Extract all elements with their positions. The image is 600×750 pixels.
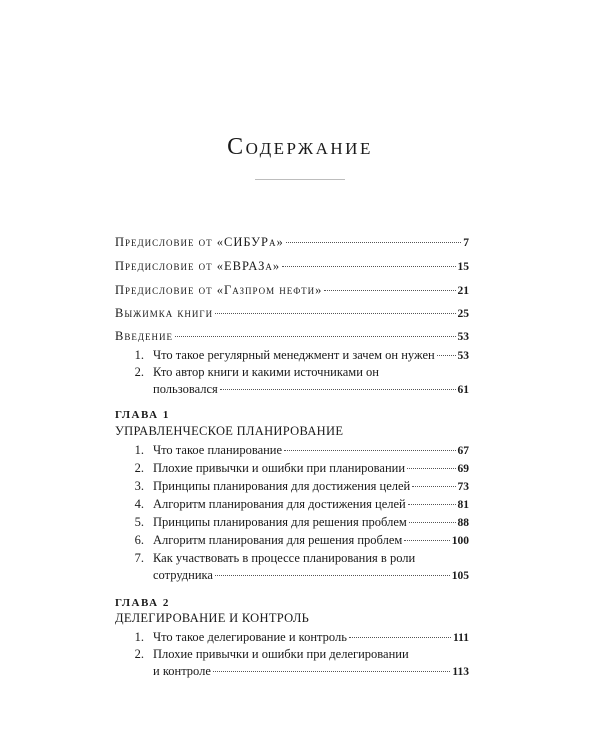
toc-entry-page: 7 xyxy=(463,237,469,249)
toc-entry-label: Предисловие от «ЕВРАЗа» xyxy=(115,259,281,273)
page-title: Содержание xyxy=(227,134,373,160)
toc-entry-label: Предисловие от «СИБУРа» xyxy=(115,235,284,249)
toc-subentry-label: Что такое регулярный менеджмент и зачем он нужен xyxy=(153,348,435,362)
chapter-heading: ГЛАВА 1 xyxy=(115,409,170,421)
toc-entry-label: Предисловие от «Газпром нефти» xyxy=(115,283,323,297)
leader-dots xyxy=(175,336,456,337)
toc-entry-page: 53 xyxy=(457,331,469,343)
toc-subentry-page: 81 xyxy=(457,499,469,511)
toc-subentry-label: Принципы планирования для решения проблем xyxy=(153,515,407,529)
leader-dots xyxy=(286,242,462,243)
toc-subentry-number: 2. xyxy=(134,461,144,475)
leader-dots xyxy=(220,389,456,390)
toc-subentry-number: 6. xyxy=(134,533,144,547)
toc-subentry-line: Плохие привычки и ошибки при делегировании xyxy=(153,647,409,661)
toc-subentry-label: Принципы планирования для достижения целей xyxy=(153,479,411,493)
toc-subentry-number: 2. xyxy=(134,365,144,379)
toc-entry-page: 15 xyxy=(457,261,469,273)
toc-entry-label: Выжимка книги xyxy=(115,306,214,320)
toc-entry[interactable] xyxy=(115,282,469,300)
toc-subentry[interactable] xyxy=(130,364,469,398)
toc-entry[interactable] xyxy=(115,305,469,323)
toc-entry-page: 25 xyxy=(457,308,469,320)
toc-subentry-number: 7. xyxy=(134,551,144,565)
toc-subentry-page: 61 xyxy=(457,384,469,396)
toc-entry[interactable] xyxy=(115,328,469,346)
toc-subentry-page: 113 xyxy=(452,666,469,678)
toc-subentry-page: 73 xyxy=(457,481,469,493)
toc-subentry-label: пользовался xyxy=(153,382,218,396)
toc-subentry-number: 3. xyxy=(134,479,144,493)
toc-subentry-page: 100 xyxy=(451,535,469,547)
toc-subentry-page: 88 xyxy=(457,517,469,529)
toc-subentry[interactable] xyxy=(130,550,469,584)
toc-subentry-label: и контроле xyxy=(153,664,211,678)
toc-subentry-number: 1. xyxy=(134,348,144,362)
toc-subentry-page: 67 xyxy=(457,445,469,457)
toc-subentry-page: 69 xyxy=(457,463,469,475)
toc-subentry-page: 105 xyxy=(451,570,469,582)
toc-subentry-label: Что такое делегирование и контроль xyxy=(153,630,347,644)
leader-dots xyxy=(282,266,455,267)
leader-dots xyxy=(407,468,455,469)
leader-dots xyxy=(215,575,450,576)
chapter-heading: ГЛАВА 2 xyxy=(115,597,170,609)
toc-subentry-label: Что такое планирование xyxy=(153,443,283,457)
leader-dots xyxy=(437,355,456,356)
toc-subentry-label: Алгоритм планирования для достижения целей xyxy=(153,497,406,511)
leader-dots xyxy=(213,671,450,672)
toc-subentry-label: Плохие привычки и ошибки при планировании xyxy=(153,461,406,475)
toc-subentry-number: 4. xyxy=(134,497,144,511)
leader-dots xyxy=(412,486,455,487)
toc-entry-page: 21 xyxy=(457,285,469,297)
leader-dots xyxy=(215,313,455,314)
leader-dots xyxy=(408,504,456,505)
leader-dots xyxy=(284,450,455,451)
leader-dots xyxy=(404,540,449,541)
toc-entry[interactable] xyxy=(115,258,469,276)
leader-dots xyxy=(349,637,451,638)
toc-subentry-number: 1. xyxy=(134,443,144,457)
toc-entry-label: Введение xyxy=(115,329,173,343)
toc-subentry[interactable] xyxy=(130,646,469,680)
toc-subentry-number: 1. xyxy=(134,630,144,644)
toc-subentry-label: сотрудника xyxy=(153,568,213,582)
toc-subentry-number: 2. xyxy=(134,647,144,661)
toc-subentry-line: Как участвовать в процессе планирования в роли xyxy=(153,551,416,565)
toc-subentry-page: 111 xyxy=(453,632,469,644)
title-divider xyxy=(255,179,345,180)
chapter-title[interactable]: УПРАВЛЕНЧЕСКОЕ ПЛАНИРОВАНИЕ xyxy=(115,424,344,438)
toc-subentry-page: 53 xyxy=(457,350,469,362)
toc-subentry-number: 5. xyxy=(134,515,144,529)
leader-dots xyxy=(324,290,455,291)
toc-subentry-line: Кто автор книги и какими источниками он xyxy=(153,365,379,379)
leader-dots xyxy=(409,522,456,523)
toc-entry[interactable] xyxy=(115,234,469,252)
chapter-title[interactable]: ДЕЛЕГИРОВАНИЕ И КОНТРОЛЬ xyxy=(115,611,310,625)
toc-subentry-label: Алгоритм планирования для решения проблем xyxy=(153,533,403,547)
